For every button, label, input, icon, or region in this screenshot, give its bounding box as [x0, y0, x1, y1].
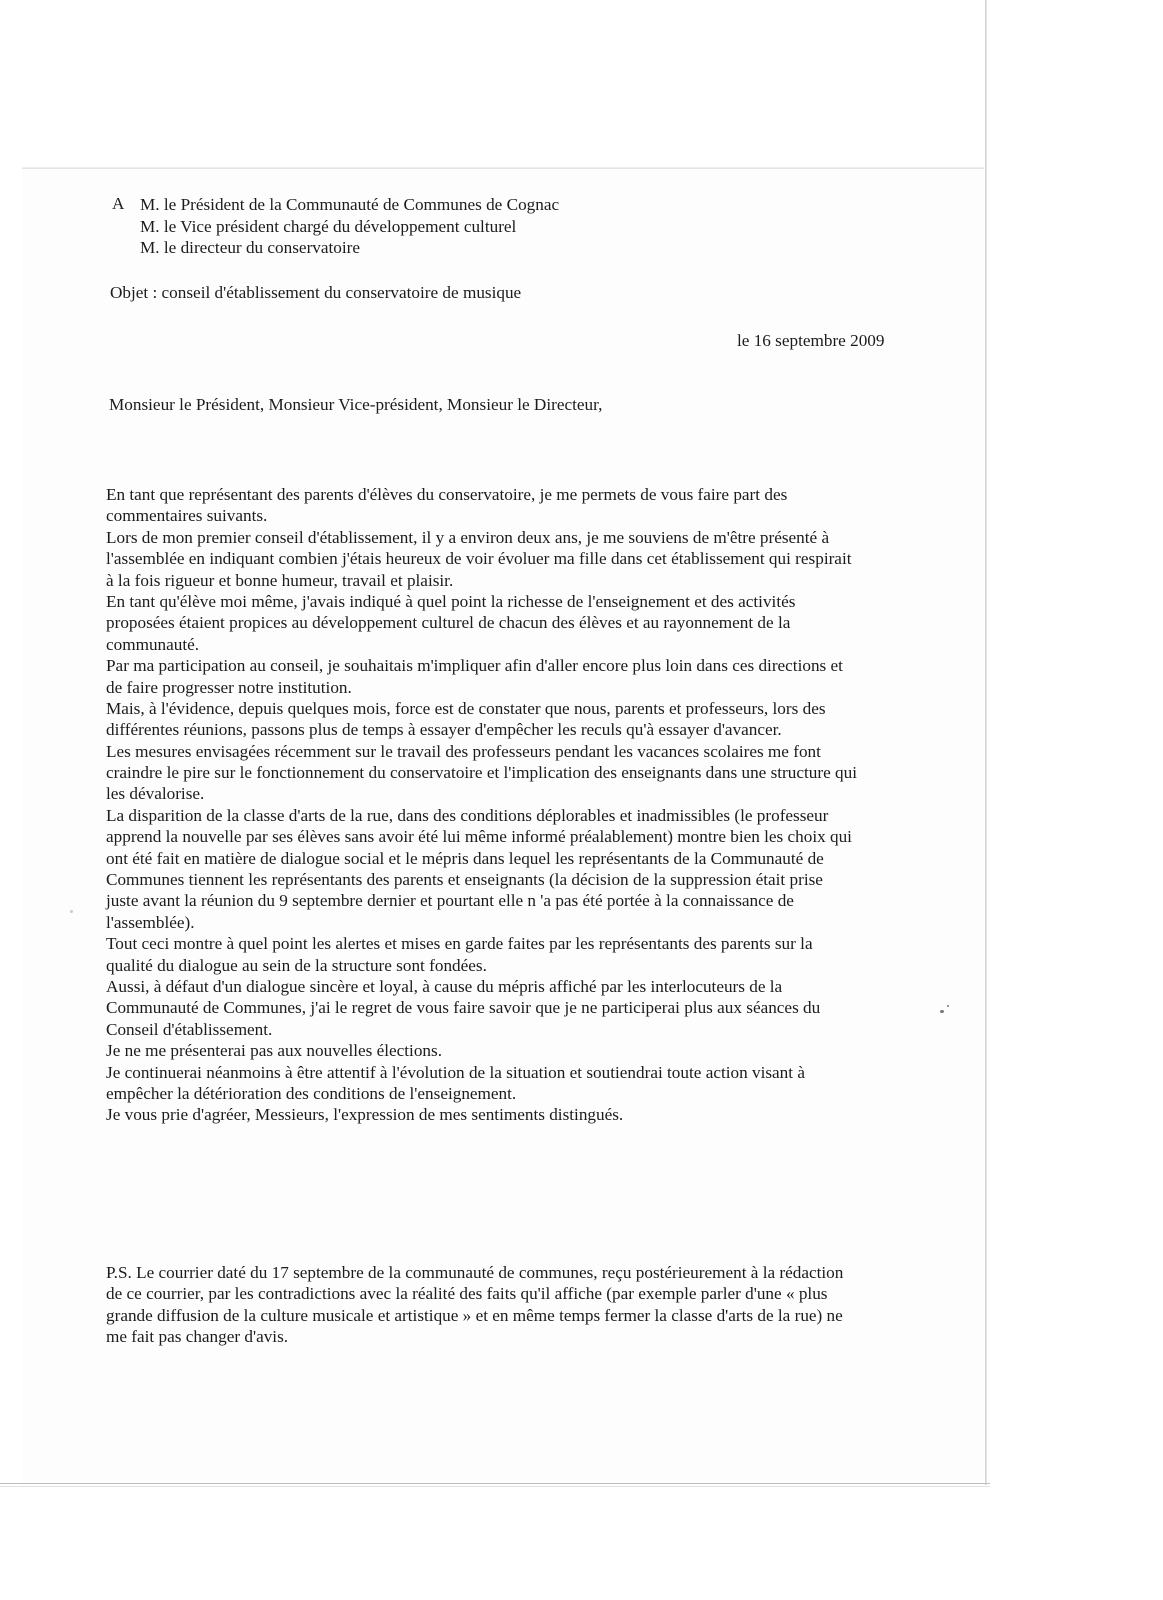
body-line: à la fois rigueur et bonne humeur, travail et plaisir.: [106, 570, 454, 590]
body-line: juste avant la réunion du 9 septembre dernier et pourtant elle n 'a pas été portée à la connaissance de: [106, 891, 794, 911]
letter-salutation: Monsieur le Président, Monsieur Vice-président, Monsieur le Directeur,: [109, 395, 603, 414]
recipient-line: M. le Vice président chargé du développement culturel: [140, 217, 517, 236]
scan-speck: [940, 1010, 944, 1013]
body-line: qualité du dialogue au sein de la structure sont fondées.: [106, 955, 487, 975]
recipient-prefix: A: [112, 194, 125, 213]
body-line: Lors de mon premier conseil d'établissement, il y a environ deux ans, je me souviens de m'être présenté à: [106, 527, 830, 547]
body-line: Communauté de Communes, j'ai le regret de vous faire savoir que je ne participerai plus aux séances du: [106, 998, 821, 1018]
body-line: l'assemblée).: [106, 912, 195, 932]
body-line: craindre le pire sur le fonctionnement du conservatoire et l'implication des enseignants dans une structure qui: [106, 763, 857, 783]
body-line: En tant qu'élève moi même, j'avais indiqué à quel point la richesse de l'enseignement et des activités: [106, 591, 796, 611]
ps-line: P.S. Le courrier daté du 17 septembre de la communauté de communes, reçu postérieurement à la rédaction: [106, 1263, 844, 1282]
body-line: différentes réunions, passons plus de temps à essayer d'empêcher les reculs qu'à essayer d'avancer.: [106, 720, 782, 740]
body-line: Mais, à l'évidence, depuis quelques mois, force est de constater que nous, parents et professeurs, lors des: [106, 698, 826, 718]
recipient-line: M. le Président de la Communauté de Communes de Cognac: [140, 195, 560, 214]
postscript: [106, 1262, 886, 1348]
body-line: Je continuerai néanmoins à être attentif à l'évolution de la situation et soutiendrai toute action visant à: [106, 1062, 805, 1082]
body-line: ont été fait en matière de dialogue social et le mépris dans lequel les représentants de la Communauté de: [106, 848, 824, 868]
scan-speck: [947, 1005, 949, 1007]
body-line: proposées étaient propices au développement culturel de chacun des élèves et au rayonnement de la: [106, 613, 791, 633]
body-line: Aussi, à défaut d'un dialogue sincère et loyal, à cause du mépris affiché par les interlocuteurs de la: [106, 976, 783, 996]
scan-margin: [987, 0, 1163, 1485]
body-line: Conseil d'établissement.: [106, 1019, 273, 1039]
letter-subject: Objet : conseil d'établissement du conservatoire de musique: [110, 283, 522, 302]
ps-line: me fait pas changer d'avis.: [106, 1327, 289, 1347]
scan-speck: [70, 910, 73, 913]
letter-body: [106, 484, 886, 1126]
ps-line: grande diffusion de la culture musicale et artistique » et en même temps fermer la classe d'arts de la rue) ne: [106, 1305, 843, 1325]
ps-line: de ce courrier, par les contradictions avec la réalité des faits qu'il affiche (par exemple parler d'une « plus: [106, 1284, 828, 1304]
body-line: l'assemblée en indiquant combien j'étais heureux de voir évoluer ma fille dans cet établissement qui respirait: [106, 549, 852, 569]
body-line: La disparition de la classe d'arts de la rue, dans des conditions déplorables et inadmissibles (le professeur: [106, 805, 829, 825]
body-line: Les mesures envisagées récemment sur le travail des professeurs pendant les vacances scolaires me font: [106, 741, 821, 761]
body-line: Tout ceci montre à quel point les alertes et mises en garde faites par les représentants des parents sur la: [106, 934, 813, 954]
body-line: Je vous prie d'agréer, Messieurs, l'expression de mes sentiments distingués.: [106, 1105, 624, 1125]
body-line: Par ma participation au conseil, je souhaitais m'impliquer afin d'aller encore plus loin dans ces directions et: [106, 656, 843, 676]
body-line: Je ne me présenterai pas aux nouvelles élections.: [106, 1041, 442, 1061]
letter-date: le 16 septembre 2009: [737, 331, 885, 350]
body-line: empêcher la détérioration des conditions de l'enseignement.: [106, 1083, 517, 1103]
body-line: communauté.: [106, 634, 200, 654]
body-line: les dévalorise.: [106, 784, 205, 804]
body-line: commentaires suivants.: [106, 506, 268, 526]
recipient-line: M. le directeur du conservatoire: [140, 238, 361, 257]
scan-bottom-edge: [0, 1483, 990, 1484]
body-line: Communes tiennent les représentants des parents et enseignants (la décision de la suppression était prise: [106, 870, 823, 890]
body-line: En tant que représentant des parents d'élèves du conservatoire, je me permets de vous faire part des: [106, 485, 788, 504]
body-line: de faire progresser notre institution.: [106, 677, 352, 697]
scan-bottom-edge-shadow: [0, 1486, 990, 1487]
body-line: apprend la nouvelle par ses élèves sans avoir été lui même informé préalablement) montre bien les choix qui: [106, 827, 852, 847]
